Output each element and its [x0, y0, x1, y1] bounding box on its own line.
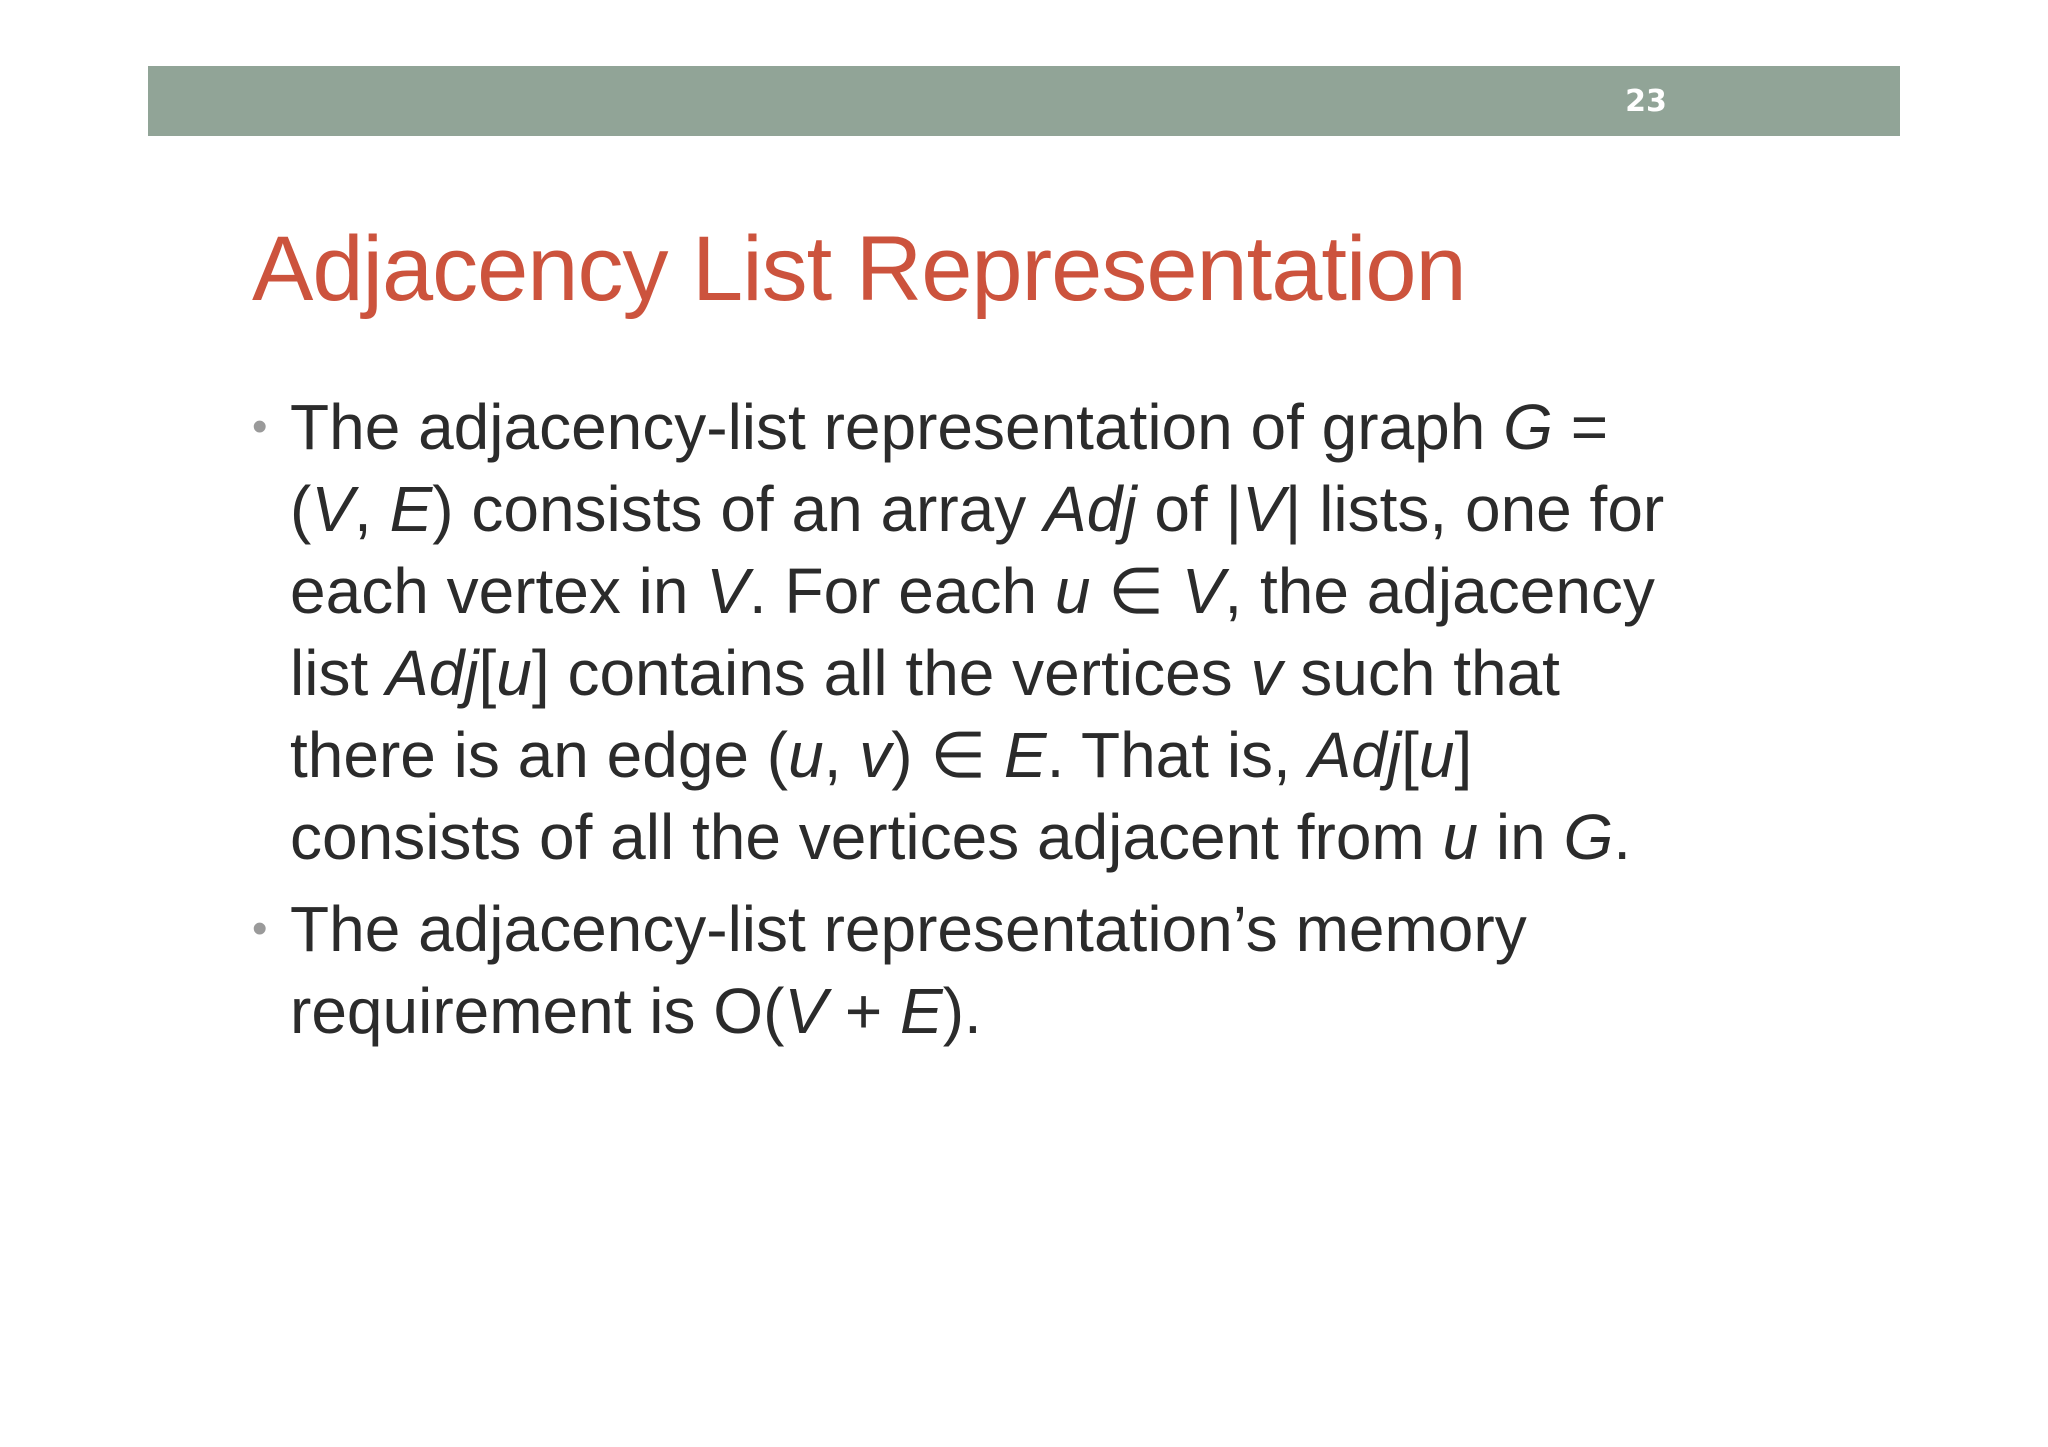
bullet-line	[290, 714, 1852, 796]
math-symbol: E	[1003, 719, 1047, 791]
text-segment: The adjacency-list representation of graph	[290, 391, 1504, 463]
text-segment: . For each	[748, 555, 1055, 627]
math-symbol: V	[1242, 473, 1285, 545]
bullet-line	[290, 550, 1852, 632]
slide-number: 23	[1625, 84, 1667, 119]
bullet-dot-icon: •	[252, 904, 268, 953]
text-segment: ]	[1454, 719, 1473, 791]
text-segment: such that	[1282, 637, 1560, 709]
text-segment: there is an edge (	[290, 719, 789, 791]
text-segment: ,	[354, 473, 390, 545]
text-segment: ∈	[1090, 555, 1182, 627]
bullet-line	[290, 970, 1852, 1052]
text-segment: requirement is O(	[290, 975, 785, 1047]
text-segment: ) consists of an array	[432, 473, 1045, 545]
slide-title: Adjacency List Representation	[252, 218, 1466, 320]
bullet-line	[290, 888, 1852, 970]
math-symbol: V	[784, 975, 828, 1047]
math-symbol: V	[311, 473, 354, 545]
math-symbol: V	[706, 555, 749, 627]
math-symbol: u	[1418, 719, 1455, 791]
math-symbol: Adj	[1044, 473, 1137, 545]
text-segment: list	[290, 637, 386, 709]
text-segment: +	[827, 975, 900, 1047]
math-symbol: V	[1181, 555, 1225, 627]
bullet-item	[252, 386, 1852, 878]
math-symbol: Adj	[1308, 719, 1402, 791]
math-symbol: u	[1442, 801, 1479, 873]
text-segment: [	[478, 637, 497, 709]
math-symbol: Adj	[386, 637, 479, 709]
text-segment: ) ∈	[891, 719, 1004, 791]
text-segment: .	[1613, 801, 1632, 873]
math-symbol: u	[496, 637, 532, 709]
bullet-line	[290, 632, 1852, 714]
bullet-line	[290, 796, 1852, 878]
math-symbol: u	[1054, 555, 1091, 627]
text-segment: . That is,	[1046, 719, 1309, 791]
bullet-item	[252, 888, 1852, 1052]
text-segment: The adjacency-list representation’s memory	[290, 893, 1527, 965]
math-symbol: E	[389, 473, 433, 545]
math-symbol: G	[1503, 391, 1553, 463]
text-segment: (	[290, 473, 312, 545]
bullet-list	[252, 386, 1852, 1052]
text-segment: ,	[823, 719, 860, 791]
math-symbol: v	[859, 719, 892, 791]
text-segment: , the adjacency	[1224, 555, 1655, 627]
math-symbol: E	[900, 975, 943, 1047]
text-segment: each vertex in	[290, 555, 707, 627]
bullet-dot-icon: •	[252, 402, 268, 451]
text-segment: ] contains all the vertices	[531, 637, 1251, 709]
math-symbol: v	[1250, 637, 1283, 709]
text-segment: ).	[942, 975, 982, 1047]
text-segment: consists of all the vertices adjacent from	[290, 801, 1443, 873]
text-segment: in	[1478, 801, 1564, 873]
bullet-line	[290, 386, 1852, 468]
text-segment: | lists, one for	[1284, 473, 1665, 545]
bullet-line	[290, 468, 1852, 550]
math-symbol: G	[1563, 801, 1614, 873]
text-segment: [	[1401, 719, 1419, 791]
text-segment: =	[1552, 391, 1609, 463]
math-symbol: u	[788, 719, 824, 791]
text-segment: of |	[1136, 473, 1243, 545]
